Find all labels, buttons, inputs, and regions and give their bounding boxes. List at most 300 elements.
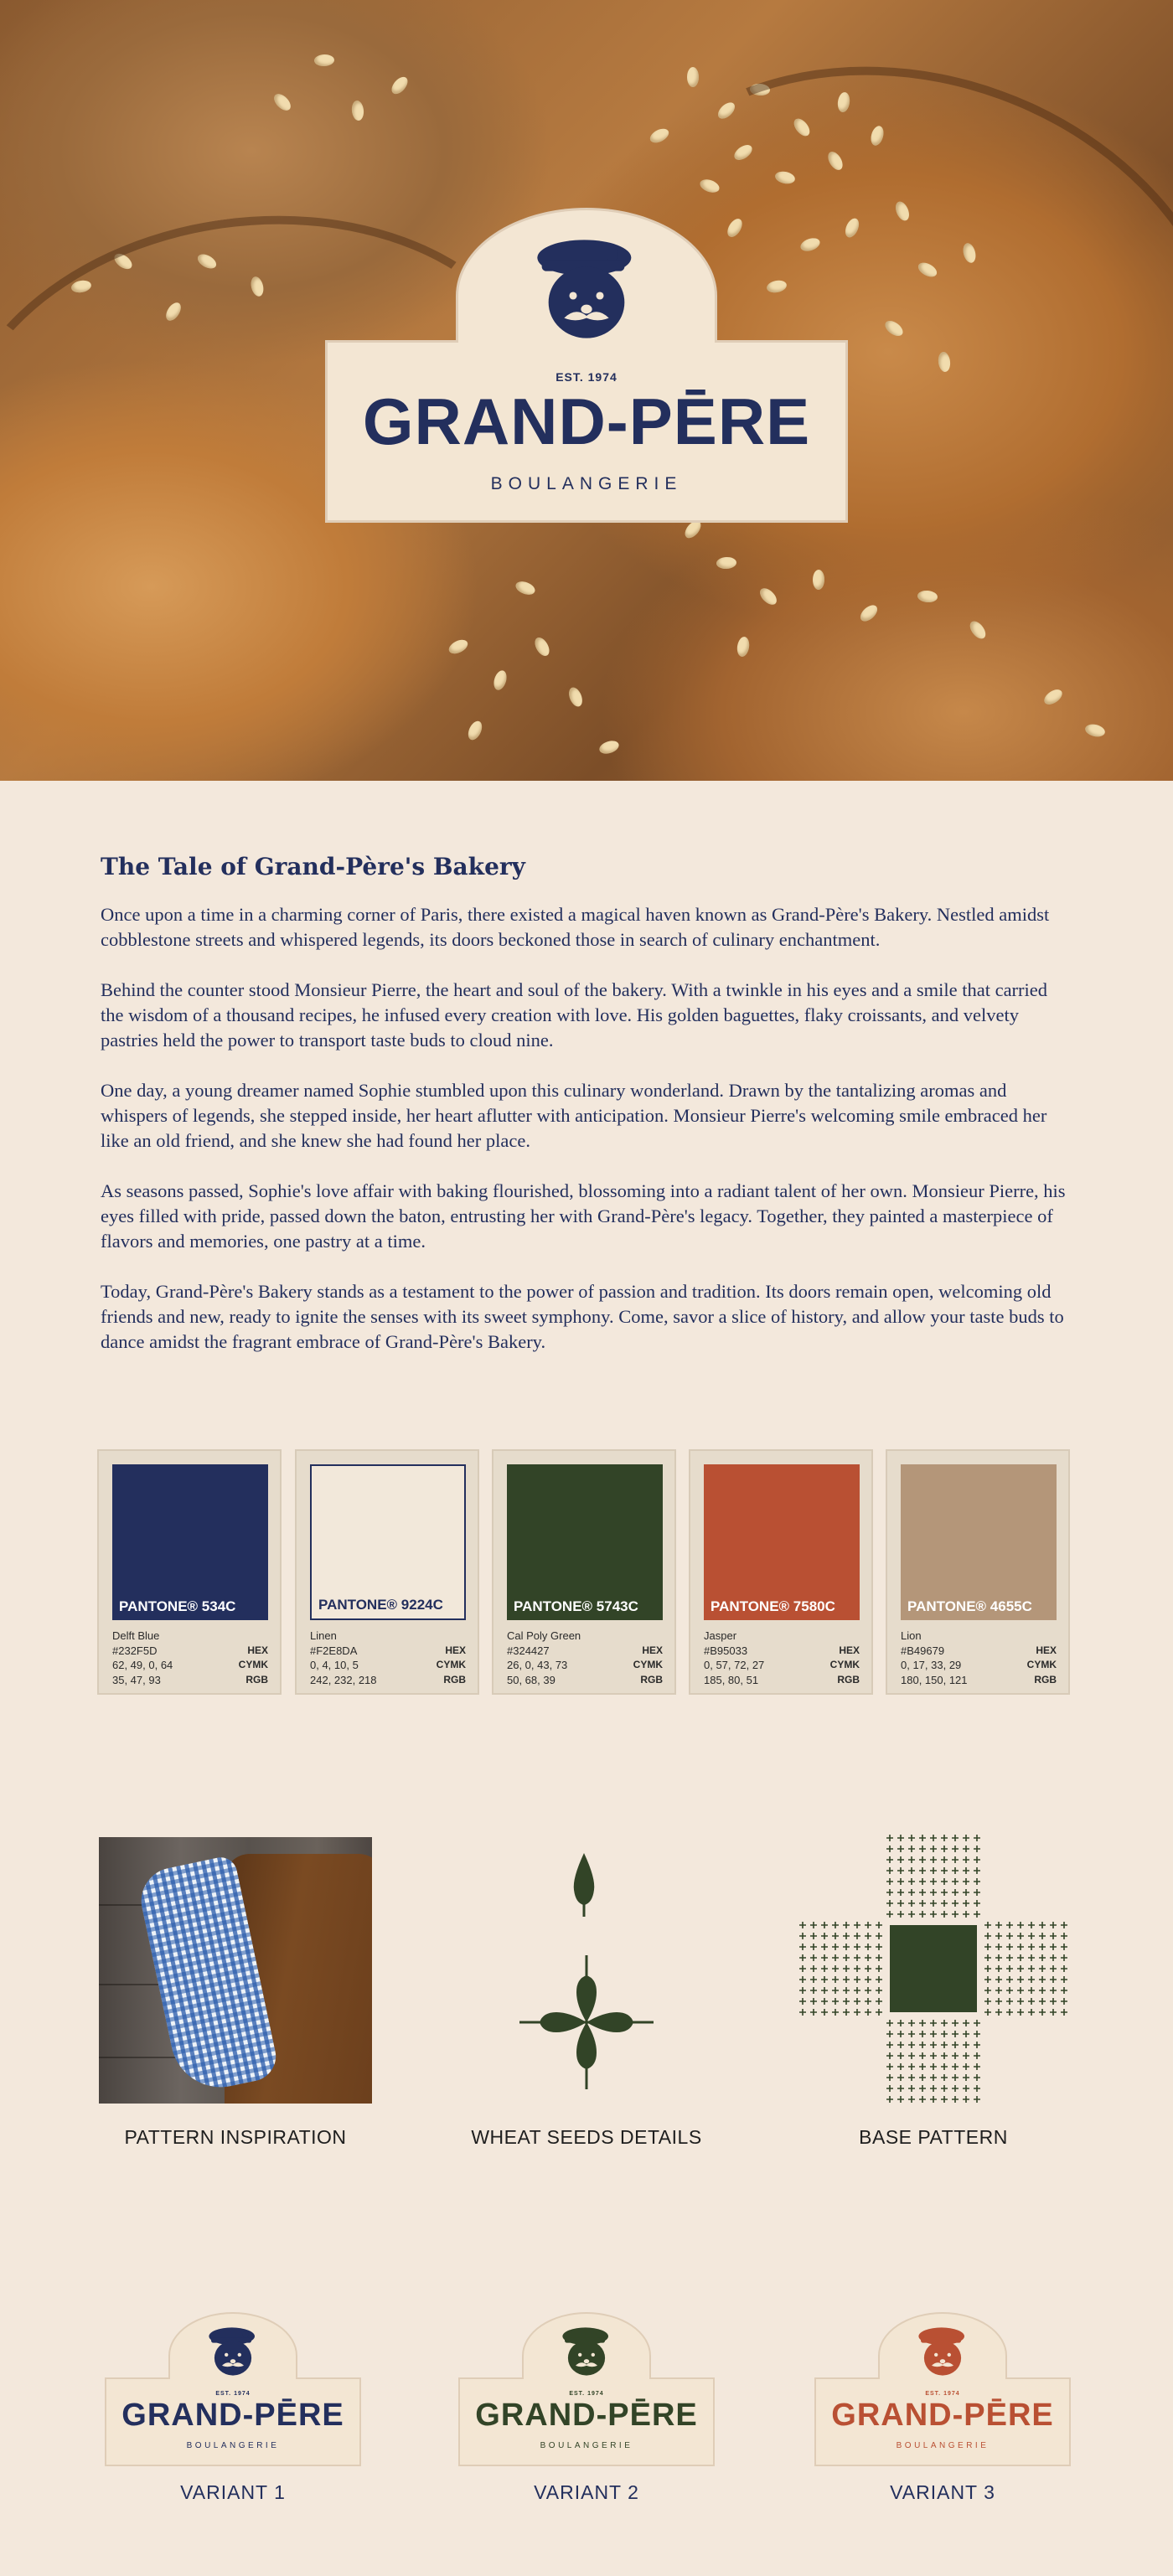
plus-mark (821, 1987, 828, 1994)
pattern-inspiration-photo (99, 1837, 372, 2104)
plus-mark (919, 1867, 926, 1874)
plus-mark (908, 2074, 915, 2081)
plus-mark (897, 2031, 904, 2037)
plus-mark (941, 2096, 948, 2103)
plus-mark (952, 1835, 959, 1841)
sesame-seed (716, 556, 737, 569)
pattern-center-square (890, 1925, 977, 2012)
plus-mark (930, 2085, 937, 2092)
plus-mark (952, 1900, 959, 1907)
plus-mark (886, 1911, 893, 1918)
plus-mark (876, 2009, 882, 2016)
plus-mark (886, 1889, 893, 1896)
hex-label: HEX (1036, 1644, 1057, 1656)
plus-mark (1061, 1922, 1067, 1928)
plus-mark (963, 2042, 969, 2048)
color-swatch-card (295, 1449, 479, 1695)
plus-mark (865, 1922, 871, 1928)
plus-mark (832, 1933, 839, 1939)
plus-mark (908, 1889, 915, 1896)
hex-label: HEX (642, 1644, 663, 1656)
rgb-label: RGB (245, 1673, 268, 1685)
plus-mark (908, 1900, 915, 1907)
plus-mark (1028, 1987, 1035, 1994)
color-name: Lion (901, 1629, 922, 1642)
plus-mark (832, 1965, 839, 1972)
color-name: Linen (310, 1629, 337, 1642)
plus-mark (974, 2096, 980, 2103)
rgb-label: RGB (837, 1673, 860, 1685)
plus-mark (984, 1933, 991, 1939)
plus-mark (930, 2074, 937, 2081)
plus-mark (919, 1835, 926, 1841)
plus-mark (799, 1998, 806, 2005)
plus-mark (886, 2096, 893, 2103)
plus-mark (941, 2020, 948, 2026)
color-name: Cal Poly Green (507, 1629, 581, 1642)
plus-mark (821, 1965, 828, 1972)
plus-mark (984, 1954, 991, 1961)
plus-mark (876, 1944, 882, 1950)
plus-mark (876, 1976, 882, 1983)
plus-mark (919, 2042, 926, 2048)
cymk-label: CYMK (238, 1659, 268, 1670)
plus-mark (897, 2085, 904, 2092)
plus-mark (843, 1933, 850, 1939)
plus-mark (930, 2052, 937, 2059)
logo-variant (105, 2312, 361, 2466)
plus-mark (919, 2063, 926, 2070)
plus-mark (963, 2074, 969, 2081)
hero-logo (325, 208, 848, 523)
plus-mark (832, 1954, 839, 1961)
plus-mark (930, 1889, 937, 1896)
cymk-value: 0, 4, 10, 5 (310, 1659, 359, 1671)
sesame-seed (687, 67, 699, 87)
sesame-seed (857, 602, 880, 624)
pantone-label: PANTONE® 534C (119, 1598, 236, 1614)
plus-mark (843, 1987, 850, 1994)
sesame-seed (532, 635, 552, 658)
plus-mark (1061, 2009, 1067, 2016)
plus-mark (941, 1900, 948, 1907)
logo-subtitle-text: BOULANGERIE (896, 2441, 990, 2450)
plus-mark (843, 1944, 850, 1950)
hex-label: HEX (445, 1644, 466, 1656)
plus-mark (908, 2031, 915, 2037)
plus-mark (1028, 1922, 1035, 1928)
plus-mark (854, 1944, 860, 1950)
plus-mark (897, 1835, 904, 1841)
plus-mark (897, 2063, 904, 2070)
color-swatch-card (97, 1449, 282, 1695)
plus-mark (886, 1835, 893, 1841)
plus-mark (886, 1856, 893, 1863)
plus-mark (919, 2085, 926, 2092)
plus-mark (886, 1867, 893, 1874)
plus-mark (897, 1867, 904, 1874)
plus-mark (1050, 1933, 1057, 1939)
wheat-seeds-caption: WHEAT SEEDS DETAILS (471, 2126, 702, 2148)
logo-brand-text: GRAND-PĒRE (475, 2398, 698, 2433)
plus-mark (1061, 1987, 1067, 1994)
plus-mark (897, 1889, 904, 1896)
plus-mark (974, 1878, 980, 1885)
rgb-label: RGB (443, 1673, 466, 1685)
plus-mark (876, 1954, 882, 1961)
plus-mark (821, 1933, 828, 1939)
base-pattern-caption: BASE PATTERN (859, 2126, 1008, 2148)
plus-mark (865, 1976, 871, 1983)
logo-est-text: EST. 1974 (215, 2391, 251, 2397)
plus-mark (963, 2052, 969, 2059)
plus-mark (908, 2020, 915, 2026)
logo-variant (458, 2312, 715, 2466)
plus-mark (1039, 1922, 1046, 1928)
plus-mark (799, 1965, 806, 1972)
plus-mark (941, 1835, 948, 1841)
plus-mark (908, 1878, 915, 1885)
plus-mark (963, 2031, 969, 2037)
plus-mark (952, 1878, 959, 1885)
variant-caption: VARIANT 1 (180, 2481, 286, 2503)
plus-mark (865, 1965, 871, 1972)
plus-mark (908, 1911, 915, 1918)
plus-mark (799, 2009, 806, 2016)
plus-mark (1006, 1998, 1013, 2005)
plus-mark (984, 1922, 991, 1928)
plus-mark (941, 1856, 948, 1863)
logo-variant (814, 2312, 1071, 2466)
plus-mark (941, 2085, 948, 2092)
plus-mark (865, 1998, 871, 2005)
plus-mark (984, 2009, 991, 2016)
plus-mark (963, 1835, 969, 1841)
plus-mark (974, 2085, 980, 2092)
plus-mark (1006, 1944, 1013, 1950)
pantone-label: PANTONE® 9224C (318, 1597, 443, 1613)
plus-mark (919, 1856, 926, 1863)
plus-mark (897, 1911, 904, 1918)
plus-mark (952, 1911, 959, 1918)
plus-mark (1039, 1998, 1046, 2005)
variant-caption: VARIANT 2 (534, 2481, 639, 2503)
plus-mark (930, 1856, 937, 1863)
plus-mark (919, 1911, 926, 1918)
plus-mark (941, 1878, 948, 1885)
plus-mark (984, 1998, 991, 2005)
pantone-label: PANTONE® 4655C (907, 1598, 1032, 1614)
story-title: The Tale of Grand-Père's Bakery (101, 853, 525, 880)
plus-mark (963, 1911, 969, 1918)
logo-subtitle-text: BOULANGERIE (540, 2441, 633, 2450)
plus-mark (930, 1846, 937, 1852)
plus-mark (854, 1976, 860, 1983)
plus-mark (799, 1922, 806, 1928)
sesame-seed (447, 637, 470, 656)
plus-mark (1039, 1954, 1046, 1961)
plus-mark (1050, 1998, 1057, 2005)
story-paragraph: Once upon a time in a charming corner of Paris, there existed a magical haven known as Grand-Père's Bakery. Nestled amidst cobblestone streets and whispered legends, its doors beckoned those in search of culinary enchantment. (101, 904, 1050, 950)
plus-mark (865, 1933, 871, 1939)
cymk-label: CYMK (829, 1659, 860, 1670)
plus-mark (963, 1846, 969, 1852)
logo-brand-text: GRAND-PĒRE (831, 2398, 1054, 2433)
plus-mark (854, 1987, 860, 1994)
plus-mark (974, 1900, 980, 1907)
plus-mark (930, 1867, 937, 1874)
plus-mark (1017, 1998, 1024, 2005)
sesame-seed (736, 636, 751, 658)
plus-mark (941, 2042, 948, 2048)
plus-mark (886, 2085, 893, 2092)
plus-mark (995, 1954, 1002, 1961)
plus-mark (919, 2074, 926, 2081)
plus-mark (930, 2020, 937, 2026)
plus-mark (832, 1922, 839, 1928)
plus-mark (876, 1922, 882, 1928)
plus-mark (821, 2009, 828, 2016)
color-chip (704, 1464, 860, 1620)
plus-mark (810, 1987, 817, 1994)
plus-mark (995, 1998, 1002, 2005)
plus-mark (919, 2052, 926, 2059)
plus-mark (930, 1878, 937, 1885)
plus-mark (952, 1846, 959, 1852)
plus-mark (810, 1976, 817, 1983)
plus-mark (1006, 1954, 1013, 1961)
plus-mark (876, 1987, 882, 1994)
plus-mark (952, 2052, 959, 2059)
rgb-label: RGB (640, 1673, 663, 1685)
plus-mark (952, 2063, 959, 2070)
plus-mark (832, 1976, 839, 1983)
plus-mark (897, 2020, 904, 2026)
logo-est-text: EST. 1974 (569, 2391, 604, 2397)
logo-brand-text: GRAND-PĒRE (362, 385, 811, 458)
plus-mark (930, 2063, 937, 2070)
plus-mark (854, 1954, 860, 1961)
plus-mark (930, 2031, 937, 2037)
plus-mark (1039, 1944, 1046, 1950)
plus-mark (974, 2042, 980, 2048)
cymk-label: CYMK (1026, 1659, 1057, 1670)
plus-mark (799, 1944, 806, 1950)
plus-mark (908, 2063, 915, 2070)
plus-mark (930, 1835, 937, 1841)
plus-mark (843, 2009, 850, 2016)
pattern-inspiration-caption: PATTERN INSPIRATION (124, 2126, 347, 2148)
plus-mark (974, 1835, 980, 1841)
plus-mark (810, 1944, 817, 1950)
plus-mark (1006, 1987, 1013, 1994)
plus-mark (1061, 1954, 1067, 1961)
logo-brand-text: GRAND-PĒRE (121, 2398, 344, 2433)
plus-mark (1061, 1944, 1067, 1950)
plus-mark (897, 2052, 904, 2059)
plus-mark (952, 2042, 959, 2048)
plus-mark (1061, 1933, 1067, 1939)
color-swatch-card (492, 1449, 676, 1695)
plus-mark (974, 2031, 980, 2037)
plus-mark (941, 1867, 948, 1874)
plus-mark (886, 2042, 893, 2048)
plus-mark (941, 1911, 948, 1918)
plus-mark (984, 1976, 991, 1983)
sesame-seed (1041, 686, 1065, 707)
plus-mark (1028, 1998, 1035, 2005)
color-chip (901, 1464, 1057, 1620)
plus-mark (963, 1889, 969, 1896)
plus-mark (897, 1856, 904, 1863)
baker-mascot-icon (910, 2324, 975, 2379)
plus-mark (974, 2020, 980, 2026)
plus-mark (1061, 1976, 1067, 1983)
plus-mark (984, 1965, 991, 1972)
hex-label: HEX (247, 1644, 268, 1656)
plus-mark (974, 1856, 980, 1863)
color-swatch-card (689, 1449, 873, 1695)
plus-mark (876, 1998, 882, 2005)
plus-mark (952, 2074, 959, 2081)
sesame-seed (967, 618, 989, 642)
plus-mark (1017, 1987, 1024, 1994)
plus-mark (974, 2074, 980, 2081)
plus-mark (886, 2031, 893, 2037)
plus-mark (1017, 1944, 1024, 1950)
plus-mark (854, 1965, 860, 1972)
sesame-seed (1084, 722, 1107, 738)
plus-mark (1028, 1965, 1035, 1972)
logo-subtitle-text: BOULANGERIE (490, 474, 683, 493)
plus-mark (908, 1856, 915, 1863)
plus-mark (952, 1889, 959, 1896)
plus-mark (810, 1965, 817, 1972)
plus-mark (984, 1944, 991, 1950)
plus-mark (832, 2009, 839, 2016)
plus-mark (1039, 1987, 1046, 1994)
plus-mark (886, 2052, 893, 2059)
color-name: Delft Blue (112, 1629, 160, 1642)
plus-mark (865, 1987, 871, 1994)
plus-mark (799, 1933, 806, 1939)
plus-mark (1006, 1965, 1013, 1972)
plus-mark (832, 1944, 839, 1950)
plus-mark (1039, 2009, 1046, 2016)
plus-mark (995, 1987, 1002, 1994)
plus-mark (1050, 1922, 1057, 1928)
plus-mark (1006, 1922, 1013, 1928)
rgb-value: 50, 68, 39 (507, 1673, 555, 1686)
plus-mark (930, 2042, 937, 2048)
plus-mark (1028, 1954, 1035, 1961)
plus-mark (1028, 1944, 1035, 1950)
color-swatch-card (886, 1449, 1070, 1695)
plus-mark (984, 1987, 991, 1994)
plus-mark (919, 1846, 926, 1852)
plus-mark (886, 1900, 893, 1907)
plus-mark (995, 1976, 1002, 1983)
plus-mark (963, 1867, 969, 1874)
plus-mark (810, 1954, 817, 1961)
cymk-value: 0, 57, 72, 27 (704, 1659, 765, 1671)
plus-mark (810, 1998, 817, 2005)
plus-mark (941, 1889, 948, 1896)
plus-mark (897, 1846, 904, 1852)
pantone-label: PANTONE® 7580C (711, 1598, 835, 1614)
hex-value: #F2E8DA (310, 1644, 358, 1657)
color-chip (112, 1464, 268, 1620)
hex-value: #B49679 (901, 1644, 945, 1657)
plus-mark (1039, 1965, 1046, 1972)
plus-mark (974, 1911, 980, 1918)
plus-mark (1039, 1976, 1046, 1983)
plus-mark (810, 2009, 817, 2016)
plus-mark (886, 2020, 893, 2026)
plus-mark (843, 1998, 850, 2005)
plus-mark (908, 1846, 915, 1852)
plus-mark (1028, 1933, 1035, 1939)
plus-mark (908, 1867, 915, 1874)
plus-mark (1017, 1976, 1024, 1983)
story-section (101, 853, 1072, 1380)
plus-mark (832, 1998, 839, 2005)
base-pattern-graphic (799, 1835, 1067, 2103)
plus-mark (963, 1856, 969, 1863)
plus-mark (919, 1900, 926, 1907)
plus-mark (1050, 1965, 1057, 1972)
plus-mark (908, 1835, 915, 1841)
plus-mark (941, 2063, 948, 2070)
plus-mark (963, 2020, 969, 2026)
hex-label: HEX (839, 1644, 860, 1656)
sesame-seed (466, 719, 485, 742)
plus-mark (941, 2052, 948, 2059)
wheat-seeds-cross-icon (519, 1955, 654, 2089)
plus-mark (865, 1954, 871, 1961)
plus-mark (995, 1933, 1002, 1939)
story-paragraph: One day, a young dreamer named Sophie stumbled upon this culinary wonderland. Drawn by the tantalizing aromas and whispers of legends, she stepped inside, her heart aflutter with anticipation. Monsieur Pierre's welcoming smile embraced her like an old friend, and she knew she had found her place. (101, 1080, 1047, 1151)
plus-mark (886, 2074, 893, 2081)
variant-caption: VARIANT 3 (890, 2481, 995, 2503)
plus-mark (1039, 1933, 1046, 1939)
plus-mark (1028, 2009, 1035, 2016)
baker-mascot-icon (519, 233, 654, 345)
plus-mark (963, 1900, 969, 1907)
plus-mark (974, 1867, 980, 1874)
cymk-value: 0, 17, 33, 29 (901, 1659, 962, 1671)
plus-mark (832, 1987, 839, 1994)
color-name: Jasper (704, 1629, 737, 1642)
plus-mark (908, 2042, 915, 2048)
plus-mark (886, 2063, 893, 2070)
plus-mark (821, 1998, 828, 2005)
plus-mark (1061, 1965, 1067, 1972)
plus-mark (952, 1856, 959, 1863)
plus-mark (821, 1954, 828, 1961)
plus-mark (952, 2031, 959, 2037)
plus-mark (963, 2085, 969, 2092)
rgb-value: 180, 150, 121 (901, 1673, 968, 1686)
plus-mark (930, 2096, 937, 2103)
baker-mascot-icon (200, 2324, 266, 2379)
plus-mark (1028, 1976, 1035, 1983)
hex-value: #324427 (507, 1644, 550, 1657)
plus-mark (1017, 1922, 1024, 1928)
plus-mark (897, 2074, 904, 2081)
plus-mark (1017, 1933, 1024, 1939)
plus-mark (952, 2085, 959, 2092)
